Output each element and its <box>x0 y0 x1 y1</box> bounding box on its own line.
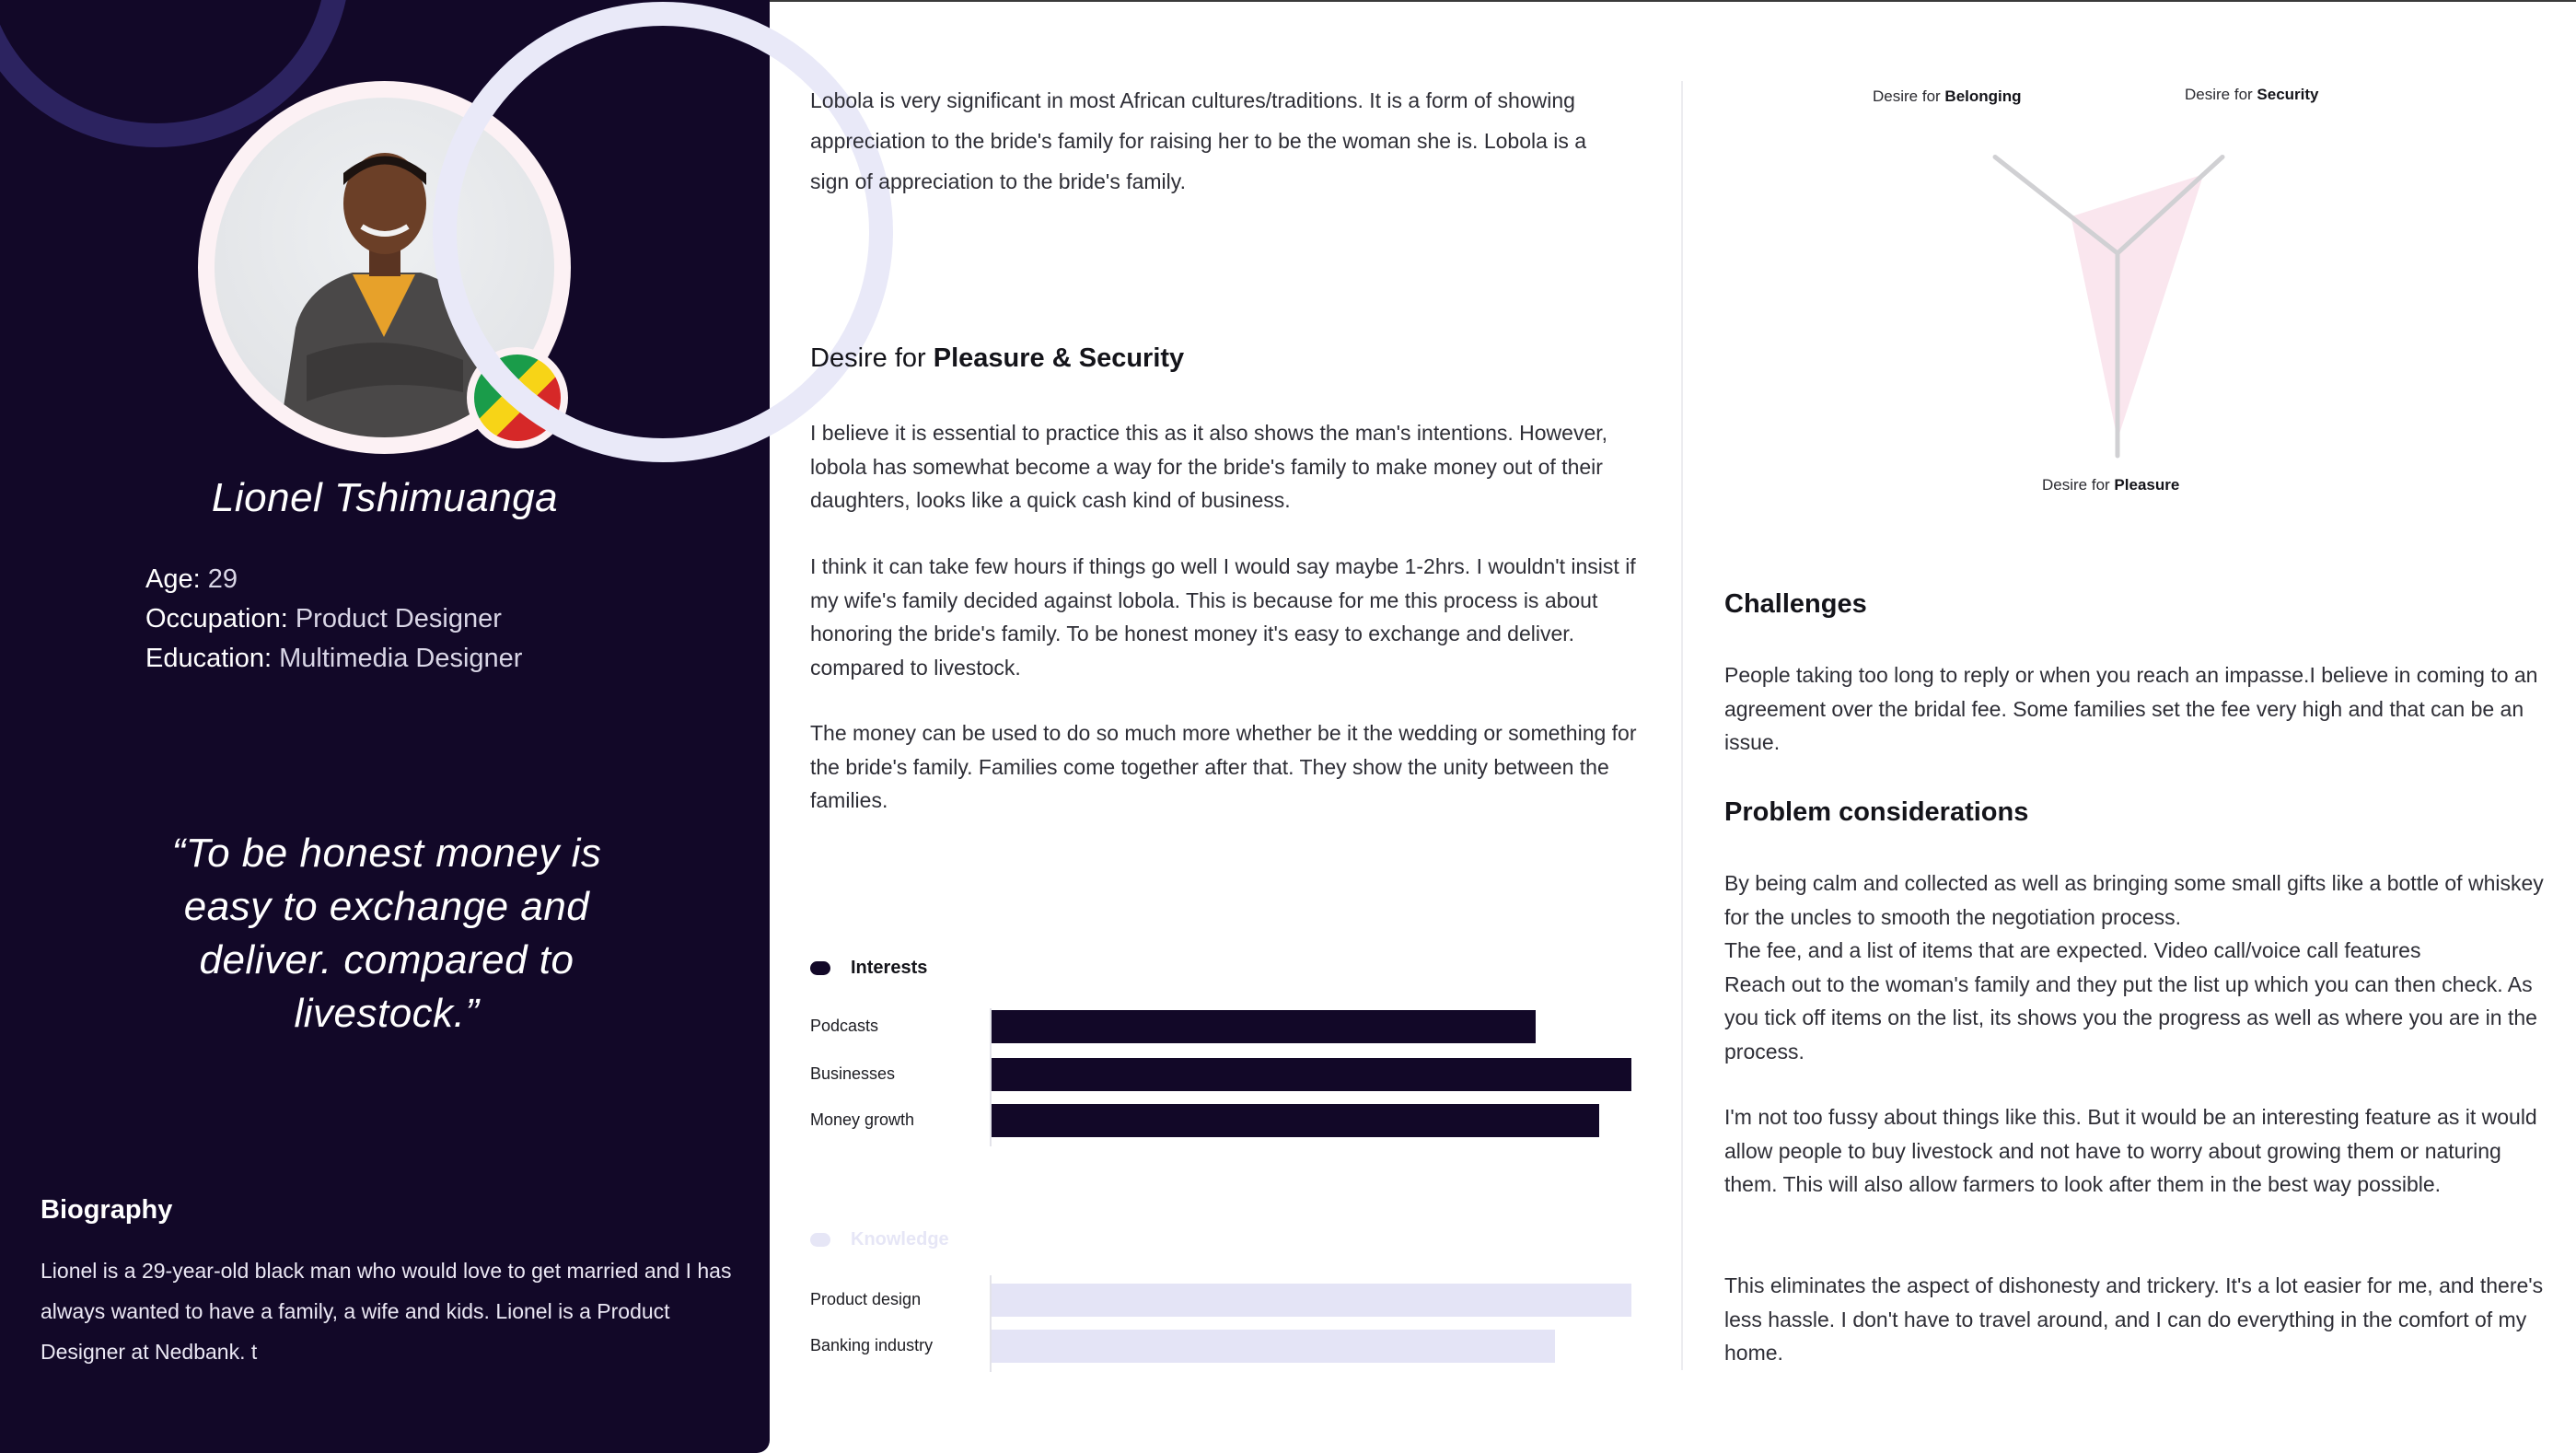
radar-label-prefix: Desire for <box>2185 86 2253 103</box>
radar-label-belonging <box>1873 87 2022 106</box>
desire-paragraph: I believe it is essential to practice this as it also shows the man's intentions. However, lobola has somewhat become a way for the bride's family to make money out of their daughters, looks like a quick cash kind of business. <box>810 421 1608 512</box>
interests-title-text: Interests <box>851 958 928 978</box>
heading-strong: Pleasure & Security <box>933 343 1185 373</box>
fact-education <box>145 639 522 679</box>
bar-track <box>992 1104 1631 1137</box>
person-name: Lionel Tshimuanga <box>211 475 559 520</box>
bar-track <box>992 1330 1631 1363</box>
biography-text: Lionel is a 29-year-old black man who would love to get married and I has always wanted to have a family, a wife and kids. Lionel is a Product Designer at Nedbank. t <box>41 1259 732 1364</box>
radar-area <box>2071 174 2203 439</box>
radar-label-security <box>2185 86 2319 104</box>
fact-value: 29 <box>207 564 238 594</box>
intro-paragraph: Lobola is very significant in most African cultures/traditions. It is a form of showing appreciation to the bride's family for raising her to be the woman she is. Lobola is a sign of appreciation to the bride's family. <box>810 88 1587 193</box>
radar-label-strong: Pleasure <box>2114 476 2180 494</box>
profile-facts <box>145 560 522 679</box>
section-heading <box>810 343 1184 374</box>
heading-prefix: Desire for <box>810 343 926 373</box>
bar-fill <box>992 1284 1631 1317</box>
bar-label: Money growth <box>810 1110 915 1129</box>
radar-axis-belonging <box>1995 157 2118 254</box>
interests-title <box>810 958 927 979</box>
fact-age <box>145 560 522 599</box>
desire-paragraph: The money can be used to do so much more whether be it the wedding or something for the bride's family. Families come together after that. They show the unity between the families. <box>810 721 1637 812</box>
congo-flag-icon <box>474 355 561 441</box>
problem-considerations-title: Problem considerations <box>1724 797 2029 827</box>
column-divider <box>1681 81 1683 1370</box>
bar-row <box>810 1330 1639 1363</box>
legend-dot-icon <box>810 1233 830 1247</box>
bar-row <box>810 1284 1639 1317</box>
bar-label: Product design <box>810 1290 922 1308</box>
country-flag-badge <box>467 347 568 448</box>
fact-label: Occupation: <box>145 604 288 634</box>
problem-paragraph: By being calm and collected as well as bringing some small gifts like a bottle of whiskey for the uncles to smooth the negotiation process. The fee, and a list of items that are expected. Video call/voice call features Reach out to the woman's family and they put the list up which you can then check. As you tick off items on the list, its shows you the progress as well as where you are in the process. <box>1724 871 2544 1064</box>
biography-title: Biography <box>41 1195 173 1225</box>
bar-fill <box>992 1104 1599 1137</box>
profile-panel <box>0 0 770 1453</box>
knowledge-title <box>810 1229 949 1250</box>
radar-label-strong: Belonging <box>1944 87 2022 105</box>
fact-label: Education: <box>145 644 273 673</box>
fact-value: Multimedia Designer <box>279 644 523 673</box>
radar-label-strong: Security <box>2257 86 2319 103</box>
problem-paragraph: I'm not too fussy about things like this. But it would be an interesting feature as it would allow people to buy livestock and not have to worry about growing them or naturing them. This will also allow farmers to look after them in the best way possible. <box>1724 1105 2537 1196</box>
fact-label: Age: <box>145 564 201 594</box>
bar-fill <box>992 1330 1555 1363</box>
challenges-text: People taking too long to reply or when you reach an impasse.I believe in coming to an agreement over the bridal fee. Some families set the fee very high and that can be an issue. <box>1724 663 2538 754</box>
knowledge-title-text: Knowledge <box>851 1229 949 1250</box>
bar-track <box>992 1284 1631 1317</box>
radar-label-prefix: Desire for <box>1873 87 1941 105</box>
bar-track <box>992 1058 1631 1091</box>
bar-row <box>810 1010 1639 1043</box>
bar-label: Businesses <box>810 1064 896 1083</box>
bar-fill <box>992 1058 1631 1091</box>
bar-fill <box>992 1010 1536 1043</box>
fact-occupation <box>145 599 522 639</box>
problem-paragraph: This eliminates the aspect of dishonesty and trickery. It's a lot easier for me, and there's less hassle. I don't have to travel around, and I can do everything in the comfort of my home. <box>1724 1273 2544 1365</box>
fact-value: Product Designer <box>295 604 502 634</box>
desire-radar-chart <box>1832 74 2403 506</box>
desire-paragraph: I think it can take few hours if things go well I would say maybe 1-2hrs. I wouldn't insist if my wife's family decided against lobola. This is because for me this process is about honoring the bride's family. To be honest money it's easy to exchange and deliver. compared to livestock. <box>810 554 1636 680</box>
bar-label: Banking industry <box>810 1336 934 1354</box>
legend-dot-icon <box>810 961 830 975</box>
persona-quote: “To be honest money is easy to exchange and deliver. compared to livestock.” <box>171 831 602 1036</box>
radar-svg <box>1832 74 2403 506</box>
radar-label-prefix: Desire for <box>2042 476 2110 494</box>
bar-label: Podcasts <box>810 1017 879 1035</box>
challenges-title: Challenges <box>1724 589 1867 619</box>
bar-track <box>992 1010 1631 1043</box>
bar-row <box>810 1058 1639 1091</box>
radar-label-pleasure <box>2042 476 2179 494</box>
bar-row <box>810 1104 1639 1137</box>
